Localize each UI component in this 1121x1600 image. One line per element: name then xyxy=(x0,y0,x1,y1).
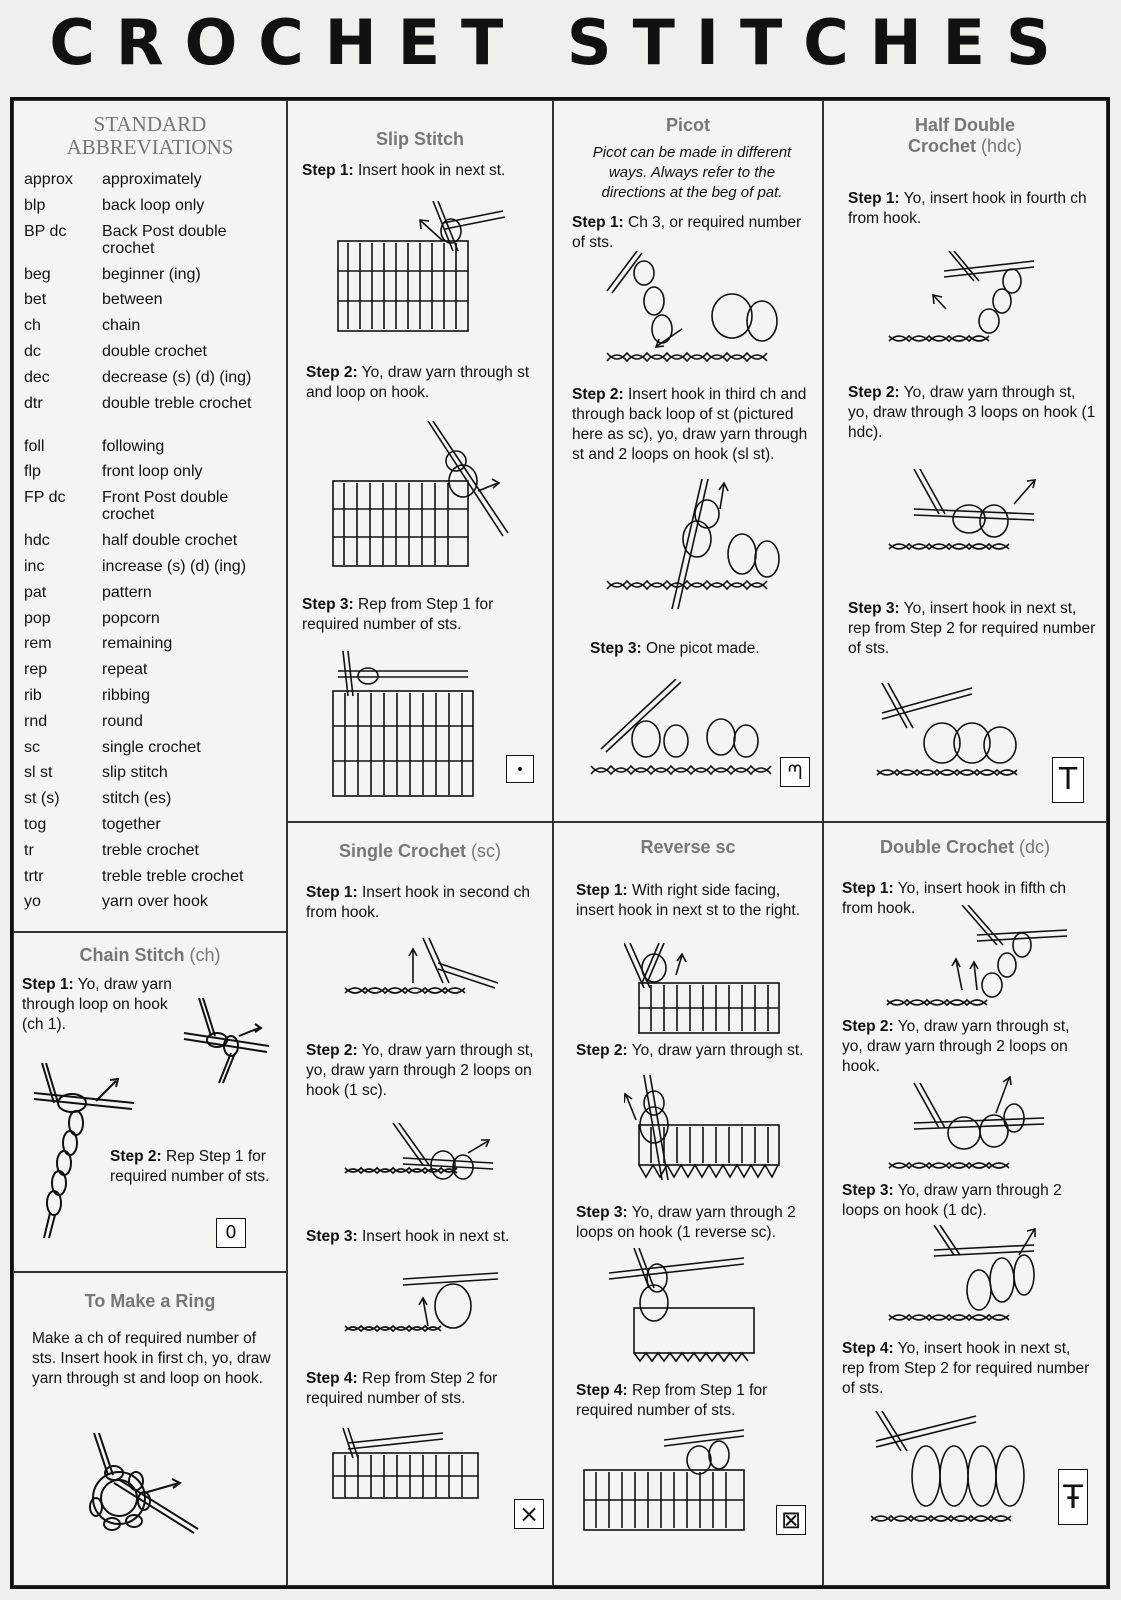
abbreviation-meaning: approximately xyxy=(102,171,202,188)
ring-illustration xyxy=(74,1433,214,1543)
abbreviation-meaning: increase (s) (d) (ing) xyxy=(102,558,247,575)
rsc-illustration-4 xyxy=(579,1425,749,1535)
picot-panel xyxy=(553,100,823,822)
abbreviation-meaning: repeat xyxy=(102,661,148,679)
abbreviation-meaning: treble treble crochet xyxy=(102,867,244,885)
dc-step-4: Step 4: Yo, insert hook in next st, rep from Step 2 for required number of sts. xyxy=(842,1340,1090,1397)
abbreviation-term: BP dc xyxy=(24,222,67,240)
abbreviation-term: ch xyxy=(24,317,41,335)
abbreviation-term: yo xyxy=(24,893,41,911)
abbreviation-term: flp xyxy=(24,463,41,481)
sc-illustration-1 xyxy=(343,938,503,1008)
slip-step-1: Step 1: Insert hook in next st. xyxy=(302,162,506,179)
abbreviation-term: rem xyxy=(24,635,52,653)
abbreviation-meaning: front loop only xyxy=(102,463,203,481)
rsc-step-4: Step 4: Rep from Step 1 for required number of sts. xyxy=(576,1382,768,1419)
abbreviation-meaning: round xyxy=(102,712,143,730)
make-ring-panel xyxy=(13,1272,287,1586)
slip-stitch-title: Slip Stitch xyxy=(375,129,464,149)
abbreviation-term: FP dc xyxy=(24,489,66,507)
hdc-illustration-2 xyxy=(884,469,1044,564)
abbreviations-heading-1: STANDARD xyxy=(93,112,207,136)
slip-step-2: Step 2: Yo, draw yarn through st and loop on hook. xyxy=(306,364,530,401)
picot-note: Picot can be made in different ways. Always refer to the directions at the beg of pat. xyxy=(592,144,792,201)
abbreviation-meaning: double crochet xyxy=(102,343,207,360)
stitch-chart-frame xyxy=(10,97,1110,1589)
abbreviation-meaning: remaining xyxy=(102,635,173,653)
picot-title: Picot xyxy=(665,115,710,135)
abbreviation-term: sl st xyxy=(24,764,53,782)
abbreviation-term: rep xyxy=(24,661,48,679)
single-crochet-title: Single Crochet (sc) xyxy=(338,841,502,861)
picot-step-2: Step 2: Insert hook in third ch and through back loop of st (pictured here as sc), yo, draw yarn through st and 2 loops on hook (sl st). xyxy=(572,386,808,463)
dc-step-1: Step 1: Yo, insert hook in fifth ch from hook. xyxy=(842,880,1067,917)
make-ring-text: Make a ch of required number of sts. Insert hook in first ch, yo, draw yarn through st and loop on hook. xyxy=(32,1330,271,1387)
abbreviation-term: dtr xyxy=(24,394,43,412)
abbreviation-term: tog xyxy=(24,816,47,833)
abbreviation-term: blp xyxy=(24,196,46,214)
sc-illustration-2 xyxy=(343,1123,503,1198)
hdc-title-line-1: Half Double xyxy=(914,115,1015,135)
sc-symbol: × xyxy=(514,1499,544,1529)
abbreviation-meaning: back loop only xyxy=(102,196,205,214)
abbreviation-meaning: slip stitch xyxy=(102,764,168,782)
double-crochet-title: Double Crochet (dc) xyxy=(879,837,1051,857)
abbreviation-term: rib xyxy=(24,687,42,704)
abbreviation-meaning: half double crochet xyxy=(102,532,238,550)
dc-symbol: Ŧ xyxy=(1058,1469,1088,1525)
rsc-illustration-1 xyxy=(624,943,784,1038)
hdc-illustration-3 xyxy=(872,683,1032,783)
abbreviation-term: pop xyxy=(24,609,51,627)
abbreviation-meaning: Back Post double crochet xyxy=(102,222,227,257)
sc-illustration-3 xyxy=(343,1271,503,1351)
sc-step-1: Step 1: Insert hook in second ch from hook. xyxy=(306,884,531,921)
picot-symbol: ᘉ xyxy=(780,757,810,787)
rsc-step-3: Step 3: Yo, draw yarn through 2 loops on hook (1 reverse sc). xyxy=(576,1204,796,1241)
slip-illustration-2 xyxy=(328,421,518,571)
abbreviation-meaning: beginner (ing) xyxy=(102,265,201,283)
hdc-symbol: T xyxy=(1052,757,1084,803)
picot-step-1: Step 1: Ch 3, or required number of sts. xyxy=(572,214,802,251)
dc-illustration-4 xyxy=(866,1411,1036,1531)
abbreviation-term: rnd xyxy=(24,712,48,730)
slip-step-3: Step 3: Rep from Step 1 for required number of sts. xyxy=(302,596,494,633)
abbreviations-panel xyxy=(13,100,287,932)
rsc-step-1: Step 1: With right side facing, insert hook in next st to the right. xyxy=(576,882,801,919)
abbreviation-meaning: single crochet xyxy=(102,738,201,756)
chain-stitch-title: Chain Stitch (ch) xyxy=(79,945,221,965)
reverse-sc-panel xyxy=(553,822,823,1586)
single-crochet-panel xyxy=(287,822,553,1586)
slip-stitch-panel xyxy=(287,100,553,822)
abbreviation-term: approx xyxy=(24,171,73,188)
hdc-step-3: Step 3: Yo, insert hook in next st, rep from Step 2 for required number of sts. xyxy=(848,600,1096,657)
abbreviation-term: foll xyxy=(24,437,45,455)
hdc-step-2: Step 2: Yo, draw yarn through st, yo, draw through 3 loops on hook (1 hdc). xyxy=(848,384,1096,441)
dc-illustration-2 xyxy=(884,1073,1054,1183)
slip-symbol: • xyxy=(506,755,534,783)
page-title: CROCHET STITCHES xyxy=(49,6,1072,79)
abbreviation-term: beg xyxy=(24,265,51,283)
abbreviation-meaning: double treble crochet xyxy=(102,394,252,412)
abbreviations-heading-2: ABBREVIATIONS xyxy=(66,135,234,159)
abbreviation-term: dec xyxy=(24,368,50,386)
chain-step-2: Step 2: Rep Step 1 for required number of sts. xyxy=(110,1148,270,1185)
dc-step-3: Step 3: Yo, draw yarn through 2 loops on hook (1 dc). xyxy=(842,1182,1062,1219)
hdc-title-line-2: Crochet (hdc) xyxy=(907,136,1023,156)
double-crochet-panel xyxy=(823,822,1107,1586)
abbreviation-term: tr xyxy=(24,841,34,859)
slip-illustration-1 xyxy=(333,201,513,336)
abbreviation-meaning: Front Post double crochet xyxy=(102,489,229,524)
abbreviation-meaning: decrease (s) (d) (ing) xyxy=(102,368,252,386)
abbreviation-meaning: chain xyxy=(102,317,141,335)
rsc-illustration-3 xyxy=(609,1248,769,1363)
sc-step-4: Step 4: Rep from Step 2 for required number of sts. xyxy=(306,1370,498,1407)
abbreviation-term: st (s) xyxy=(24,790,60,808)
abbreviation-term: hdc xyxy=(24,532,50,550)
dc-illustration-3 xyxy=(884,1225,1054,1335)
chain-step-1: Step 1: Yo, draw yarn through loop on hook (ch 1). xyxy=(22,976,172,1033)
abbreviation-term: inc xyxy=(24,558,45,575)
abbreviation-meaning: ribbing xyxy=(102,687,151,704)
dc-illustration-1 xyxy=(882,905,1072,1015)
rsc-symbol: ⊠ xyxy=(776,1505,806,1535)
sc-step-3: Step 3: Insert hook in next st. xyxy=(306,1228,510,1245)
abbreviation-meaning: treble crochet xyxy=(102,841,199,859)
abbreviation-term: bet xyxy=(24,291,47,309)
picot-illustration-1 xyxy=(602,251,792,381)
hdc-illustration-1 xyxy=(884,251,1044,351)
picot-illustration-3 xyxy=(586,679,776,789)
slip-illustration-3 xyxy=(328,651,488,801)
abbreviation-term: trtr xyxy=(24,867,44,885)
picot-step-3: Step 3: One picot made. xyxy=(590,640,760,657)
abbreviation-meaning: stitch (es) xyxy=(102,790,172,808)
hdc-step-1: Step 1: Yo, insert hook in fourth ch from hook. xyxy=(848,190,1087,227)
abbreviation-term: dc xyxy=(24,343,41,360)
chain-stitch-panel xyxy=(13,932,287,1272)
abbreviation-meaning: yarn over hook xyxy=(102,893,208,911)
abbreviation-meaning: popcorn xyxy=(102,609,160,627)
abbreviation-term: pat xyxy=(24,583,47,601)
abbreviation-meaning: together xyxy=(102,816,161,833)
abbreviation-term: sc xyxy=(24,738,40,756)
reverse-sc-title: Reverse sc xyxy=(640,837,736,857)
abbreviation-meaning: pattern xyxy=(102,583,152,601)
abbreviation-meaning: following xyxy=(102,437,165,455)
sc-step-2: Step 2: Yo, draw yarn through st, yo, draw yarn through 2 loops on hook (1 sc). xyxy=(306,1042,534,1099)
make-ring-title: To Make a Ring xyxy=(84,1291,216,1311)
dc-step-2: Step 2: Yo, draw yarn through st, yo, draw yarn through 2 loops on hook. xyxy=(842,1018,1070,1075)
picot-illustration-2 xyxy=(602,479,792,619)
sc-illustration-4 xyxy=(328,1428,488,1508)
rsc-step-2: Step 2: Yo, draw yarn through st. xyxy=(576,1042,804,1059)
hdc-panel xyxy=(823,100,1107,822)
chain-symbol: 0 xyxy=(216,1218,246,1248)
chain-illustration-small xyxy=(179,998,274,1088)
rsc-illustration-2 xyxy=(624,1075,784,1185)
abbreviation-meaning: between xyxy=(102,291,163,309)
